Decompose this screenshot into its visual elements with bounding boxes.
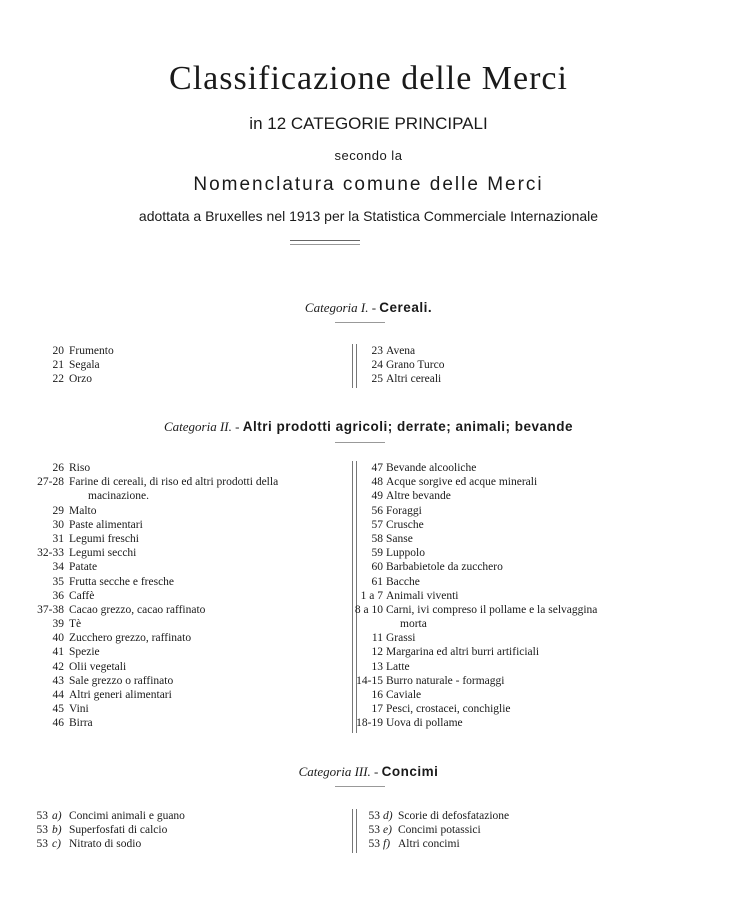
item-text: Altri concimi — [398, 838, 460, 851]
subtitle-according: secondo la — [334, 148, 403, 163]
header-divider — [290, 244, 360, 245]
item-subcode: c) — [52, 838, 61, 851]
list-item — [360, 344, 660, 358]
list-item — [0, 645, 350, 659]
item-text: Grano Turco — [386, 359, 445, 372]
item-text: Farine di cereali, di riso ed altri prodotti della — [69, 476, 279, 489]
list-item — [356, 674, 690, 688]
list-item — [0, 674, 350, 688]
list-item — [0, 603, 350, 617]
item-text: Concimi potassici — [398, 824, 481, 837]
item-code: 36 — [52, 589, 64, 602]
item-code: 12 — [371, 646, 383, 659]
item-text: Malto — [69, 504, 97, 517]
item-code: 46 — [52, 717, 64, 730]
list-item — [360, 461, 690, 475]
item-text: Bacche — [386, 575, 420, 588]
cat3-left-column — [0, 809, 340, 852]
item-text: Animali viventi — [386, 589, 459, 602]
item-code: 53 — [36, 824, 48, 837]
item-text: Orzo — [69, 373, 92, 386]
item-text: Avena — [386, 345, 416, 357]
item-code: 41 — [52, 646, 64, 659]
list-item — [0, 631, 350, 645]
list-item — [360, 809, 660, 823]
list-item — [360, 475, 690, 489]
item-text: Cacao grezzo, cacao raffinato — [69, 603, 206, 616]
item-code: 23 — [371, 345, 383, 357]
list-item — [0, 358, 340, 372]
item-subcode: f) — [383, 838, 391, 851]
item-code: 53 — [36, 810, 48, 822]
item-text: Uova di pollame — [386, 717, 463, 730]
cat2-right-column — [354, 461, 690, 731]
item-code: 32-33 — [37, 547, 64, 560]
item-subcode: e) — [383, 824, 392, 837]
list-item — [0, 489, 350, 503]
item-text: Sanse — [386, 532, 413, 545]
list-item — [356, 716, 690, 730]
item-text: Scorie di defosfatazione — [398, 810, 510, 822]
item-subcode: a) — [52, 810, 62, 822]
item-code: 37-38 — [37, 603, 64, 616]
item-text: Legumi secchi — [69, 547, 137, 560]
item-code: 42 — [52, 660, 64, 673]
list-item — [360, 489, 690, 503]
item-code: 31 — [52, 532, 64, 545]
category-name: Cereali. — [379, 300, 433, 315]
list-item — [0, 617, 350, 631]
list-item — [0, 575, 350, 589]
item-code: 56 — [371, 504, 383, 517]
list-item — [360, 358, 660, 372]
list-item — [360, 688, 690, 702]
item-text: Vini — [69, 703, 89, 716]
item-text: Caffè — [69, 589, 95, 602]
item-text: Sale grezzo o raffinato — [69, 674, 174, 687]
page-title: Classificazione delle Merci — [169, 60, 568, 97]
column-separator — [352, 461, 357, 733]
list-item — [360, 837, 660, 851]
item-code: 60 — [371, 561, 383, 574]
item-code: 49 — [371, 490, 383, 503]
item-code: 26 — [52, 462, 64, 474]
item-code: 59 — [371, 547, 383, 560]
item-code: 53 — [368, 824, 380, 837]
item-code: 40 — [52, 632, 64, 645]
list-item — [0, 660, 350, 674]
item-code: 13 — [371, 660, 383, 673]
column-separator — [352, 809, 357, 853]
item-code: 11 — [371, 632, 383, 645]
item-code: 47 — [371, 462, 383, 474]
item-text: Margarina ed altri burri artificiali — [386, 646, 540, 659]
item-text: Patate — [69, 561, 98, 574]
list-item — [0, 461, 350, 475]
item-code: 16 — [371, 689, 383, 701]
item-code: 53 — [368, 838, 380, 851]
item-code: 34 — [52, 561, 64, 574]
item-code: 25 — [371, 373, 383, 386]
list-item — [360, 560, 690, 574]
list-item — [360, 823, 660, 837]
item-code: 35 — [52, 575, 64, 588]
item-code: 61 — [371, 575, 383, 588]
item-code: 53 — [36, 838, 48, 851]
category-label: Categoria III. - — [298, 764, 382, 779]
list-item — [360, 372, 660, 386]
item-code: 17 — [371, 703, 383, 716]
item-code: 20 — [52, 345, 64, 357]
list-item — [360, 518, 690, 532]
item-text: Birra — [69, 717, 93, 730]
category-label: Categoria II. - — [163, 419, 243, 434]
list-item — [0, 546, 350, 560]
item-text: Zucchero grezzo, raffinato — [69, 632, 192, 645]
item-code: 21 — [52, 359, 64, 372]
item-code: 27-28 — [37, 476, 64, 489]
list-item — [0, 344, 340, 358]
item-text: Pesci, crostacei, conchiglie — [386, 703, 511, 716]
item-text: Altri generi alimentari — [69, 689, 172, 701]
item-subcode: b) — [52, 824, 62, 837]
list-item — [0, 688, 350, 702]
list-item — [0, 837, 340, 851]
item-code: 53 — [368, 810, 380, 822]
item-code: 48 — [371, 476, 383, 489]
item-text: Olii vegetali — [69, 660, 127, 673]
item-code: 29 — [52, 504, 64, 517]
item-text: morta — [400, 618, 427, 631]
category-divider — [335, 442, 385, 443]
list-item — [0, 809, 340, 823]
item-code: 30 — [52, 518, 64, 531]
item-text: Frutta secche e fresche — [69, 575, 175, 588]
list-item — [360, 660, 690, 674]
item-text: Segala — [69, 359, 100, 372]
item-code: 44 — [52, 689, 64, 701]
item-code: 24 — [371, 359, 383, 372]
list-item — [360, 631, 690, 645]
list-item — [360, 575, 690, 589]
list-item — [0, 716, 350, 730]
item-text: Concimi animali e guano — [69, 810, 185, 822]
list-item — [0, 560, 350, 574]
item-text: Foraggi — [386, 504, 422, 517]
category-name: Concimi — [381, 764, 439, 779]
list-item — [0, 372, 340, 386]
header-divider — [290, 240, 360, 241]
item-text: Crusche — [386, 518, 424, 531]
item-text: Acque sorgive ed acque minerali — [386, 476, 538, 489]
item-code: 58 — [371, 532, 383, 545]
item-text: Altri cereali — [386, 373, 442, 386]
item-text: Grassi — [386, 632, 416, 645]
subtitle-adoption: adottata a Bruxelles nel 1913 per la Statistica Commerciale Internazionale — [138, 208, 599, 224]
item-text: Barbabietole da zucchero — [386, 561, 503, 574]
item-text: Spezie — [69, 646, 100, 659]
item-text: Riso — [69, 462, 91, 474]
list-item — [0, 504, 350, 518]
item-code: 39 — [52, 618, 64, 631]
item-code: 1 a 7 — [360, 589, 383, 602]
item-text: Latte — [386, 660, 410, 673]
list-item — [0, 532, 350, 546]
item-code: 14-15 — [356, 674, 383, 687]
subtitle-categories: in 12 CATEGORIE PRINCIPALI — [249, 114, 488, 133]
category-divider — [335, 322, 385, 323]
category-heading — [0, 419, 737, 435]
list-item — [360, 702, 690, 716]
item-text: Burro naturale - formaggi — [386, 674, 505, 687]
item-text: Luppolo — [386, 547, 425, 560]
category-heading — [0, 300, 737, 316]
cat1-left-column — [0, 344, 340, 387]
cat1-right-column — [360, 344, 660, 387]
column-separator — [352, 344, 357, 388]
item-code: 45 — [52, 703, 64, 716]
item-text: macinazione. — [88, 490, 149, 503]
subtitle-nomenclature: Nomenclatura comune delle Merci — [193, 174, 544, 195]
list-item — [360, 617, 690, 631]
item-text: Superfosfati di calcio — [69, 824, 168, 837]
list-item — [360, 589, 690, 603]
category-heading — [0, 764, 737, 780]
cat3-right-column — [360, 809, 660, 852]
item-code: 18-19 — [356, 717, 383, 730]
item-text: Altre bevande — [386, 490, 451, 503]
list-item — [360, 504, 690, 518]
item-text: Frumento — [69, 345, 114, 357]
item-text: Legumi freschi — [69, 532, 139, 545]
list-item — [0, 589, 350, 603]
item-code: 8 a 10 — [354, 603, 383, 616]
item-text: Tè — [69, 618, 82, 631]
item-code: 57 — [371, 518, 383, 531]
cat2-left-column — [0, 461, 350, 731]
list-item — [0, 702, 350, 716]
category-label: Categoria I. - — [304, 300, 380, 315]
list-item — [360, 532, 690, 546]
item-text: Paste alimentari — [69, 518, 143, 531]
list-item — [0, 823, 340, 837]
list-item — [360, 645, 690, 659]
list-item — [354, 603, 690, 617]
item-subcode: d) — [383, 810, 393, 822]
category-divider — [335, 786, 385, 787]
item-code: 43 — [52, 674, 64, 687]
list-item — [0, 475, 350, 489]
item-code: 22 — [52, 373, 64, 386]
list-item — [0, 518, 350, 532]
item-text: Carni, ivi compreso il pollame e la selvaggina — [386, 603, 598, 616]
list-item — [360, 546, 690, 560]
category-name: Altri prodotti agricoli; derrate; animali; bevande — [242, 419, 574, 434]
item-text: Caviale — [386, 689, 422, 701]
item-text: Nitrato di sodio — [69, 838, 142, 851]
item-text: Bevande alcooliche — [386, 462, 477, 474]
